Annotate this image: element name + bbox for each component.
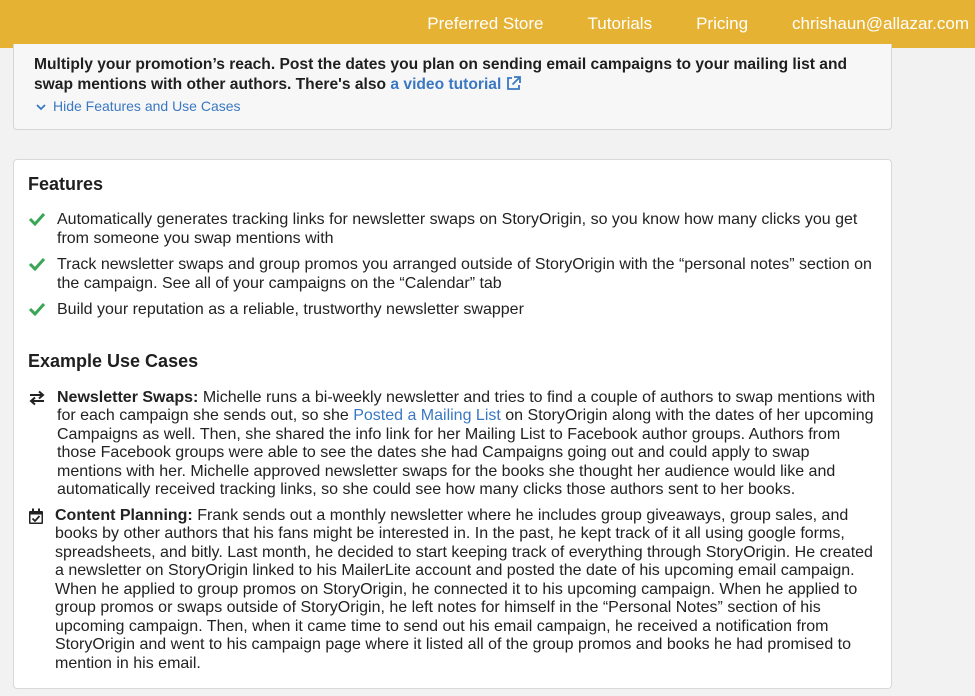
feature-list bbox=[28, 211, 877, 322]
feature-text: Build your reputation as a reliable, trustworthy newsletter swapper bbox=[57, 301, 524, 318]
intro-text: Multiply your promotion’s reach. Post the dates you plan on sending email campaigns to your mailing list and swap mentions with other authors. There's also bbox=[34, 56, 848, 93]
use-case-content-planning bbox=[28, 507, 877, 674]
use-case-text: Frank sends out a monthly newsletter where he includes group giveaways, group sales, and books by other authors that his fans might be interested in. In the past, he kept track of it all using google forms, spreadsheets, and bitly. Last month, he decided to start keeping track of everything through StoryOrigin. He created a newsletter on StoryOrigin linked to his MailerLite account and posted the date of his upcoming email campaign. When he applied to group promos on StoryOrigin, he connected it to his upcoming campaign. When he applied to group promos or swaps outside of StoryOrigin, he left notes for himself in the “Personal Notes” section of his upcoming campaign. Then, when it came time to send out his email campaign, he received a notification from StoryOrigin and went to his campaign page where it listed all of the group promos and books he had promised to mention in his email. bbox=[55, 506, 873, 672]
features-usecases-card bbox=[13, 159, 892, 689]
swap-arrows-icon bbox=[28, 390, 46, 412]
use-case-list bbox=[28, 389, 877, 674]
check-icon bbox=[28, 211, 57, 248]
use-case-title: Content Planning: bbox=[55, 506, 193, 524]
video-tutorial-link[interactable]: a video tutorial bbox=[390, 76, 522, 93]
check-icon bbox=[28, 301, 57, 322]
use-case-title: Newsletter Swaps: bbox=[57, 388, 199, 406]
hide-features-toggle[interactable] bbox=[34, 98, 871, 114]
chevron-down-icon bbox=[36, 98, 46, 114]
features-heading: Features bbox=[28, 174, 104, 194]
nav-pricing[interactable]: Pricing bbox=[696, 14, 749, 33]
feature-item bbox=[28, 211, 877, 248]
calendar-check-icon bbox=[28, 508, 44, 531]
intro-description bbox=[34, 55, 871, 98]
check-icon bbox=[28, 256, 57, 293]
feature-item bbox=[28, 301, 877, 322]
use-case-text-continued: on StoryOrigin along with the dates of her upcoming Campaigns as well. Then, she shared the info link for her Mailing List to Facebook author groups. Authors from those Facebook groups were able to see the dates she had Campaigns going out and could apply to swap mentions with her. Michelle approved newsletter swaps for the books she thought her audience would like and automatically received tracking links, so she could see how many clicks those authors sent to her books. bbox=[57, 407, 874, 498]
nav-tutorials[interactable]: Tutorials bbox=[587, 14, 653, 33]
use-case-text: Michelle runs a bi-weekly newsletter and tries to find a couple of authors to swap mentions with for each campaign she sends out, so she bbox=[57, 388, 876, 424]
external-link-icon bbox=[505, 75, 522, 98]
nav-account-email[interactable]: chrishaun@allazar.com bbox=[792, 14, 969, 33]
intro-card bbox=[13, 44, 892, 130]
posted-mailing-list-link[interactable]: Posted a Mailing List bbox=[353, 407, 501, 424]
use-cases-heading: Example Use Cases bbox=[28, 350, 199, 371]
toggle-label: Hide Features and Use Cases bbox=[53, 98, 241, 114]
feature-text: Automatically generates tracking links for newsletter swaps on StoryOrigin, so you know how many clicks you get from someone you swap mentions with bbox=[57, 211, 858, 247]
feature-item bbox=[28, 256, 877, 293]
top-navbar bbox=[0, 0, 975, 48]
nav-preferred-store[interactable]: Preferred Store bbox=[427, 14, 544, 33]
feature-text: Track newsletter swaps and group promos you arranged outside of StoryOrigin with the “personal notes” section on the campaign. See all of your campaigns on the “Calendar” tab bbox=[57, 256, 872, 292]
use-case-newsletter-swaps bbox=[28, 389, 877, 500]
